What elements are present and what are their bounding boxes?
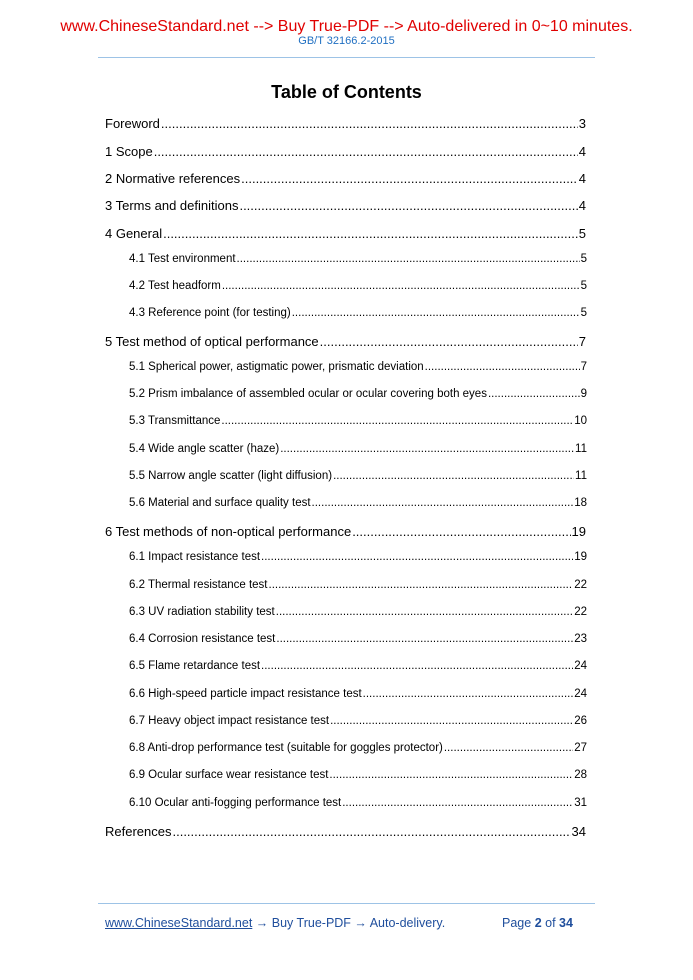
footer-site-link[interactable]: www.ChineseStandard.net [105,916,253,930]
toc-leader-dots [425,361,580,373]
toc-entry[interactable] [105,116,586,131]
toc-leader-dots [276,633,573,645]
toc-entry-label: 6.10 Ocular anti-fogging performance test [129,797,342,809]
toc-entry-page: 11 [575,443,587,455]
toc-entry-page: 31 [574,797,587,809]
toc-entry-page: 5 [580,280,587,292]
toc-entry-label: 5 Test method of optical performance [105,334,319,349]
toc-entry-page: 11 [575,470,587,482]
toc-entry-label: 6.2 Thermal resistance test [129,579,268,591]
of-word: of [545,916,556,930]
toc-entry[interactable] [129,361,587,373]
total-pages-number: 34 [559,916,573,930]
toc-entry-page: 18 [574,497,587,509]
toc-entry-label: 1 Scope [105,144,153,159]
toc-leader-dots [222,280,580,292]
promo-banner[interactable]: www.ChineseStandard.net --> Buy True-PDF --> Auto-delivered in 0~10 minutes. [60,18,633,35]
toc-entry[interactable] [105,524,586,539]
toc-entry[interactable] [129,443,587,455]
toc-entry[interactable] [129,606,587,618]
toc-leader-dots [261,551,573,563]
toc-entry[interactable] [129,579,587,591]
toc-leader-dots [237,253,580,265]
toc-leader-dots [172,824,570,839]
current-page-number: 2 [534,916,542,930]
toc-leader-dots [444,742,573,754]
footer-tail-text: → Buy True-PDF → Auto-delivery. [252,916,446,930]
toc-leader-dots [154,144,578,159]
toc-entry-page: 22 [574,606,587,618]
toc-entry-page: 24 [574,688,587,700]
toc-leader-dots [488,388,580,400]
page-indicator [502,916,573,930]
toc-leader-dots [280,443,574,455]
toc-entry-label: 6 Test methods of non-optical performance [105,524,352,539]
toc-entry-page: 22 [574,579,587,591]
toc-entry[interactable] [129,307,587,319]
toc-entry[interactable] [105,198,586,213]
toc-entry[interactable] [129,551,587,563]
toc-entry-page: 4 [578,144,586,159]
toc-entry-page: 5 [578,226,586,241]
toc-entry[interactable] [129,688,587,700]
toc-entry[interactable] [105,334,586,349]
toc-entry[interactable] [129,415,587,427]
toc-entry-page: 10 [574,415,587,427]
toc-entry[interactable] [129,742,587,754]
toc-entry[interactable] [105,824,586,839]
toc-entry-label: 2 Normative references [105,171,241,186]
toc-entry-page: 5 [580,253,587,265]
toc-entry-label: 6.1 Impact resistance test [129,551,261,563]
toc-leader-dots [312,497,574,509]
page-word: Page [502,916,532,930]
toc-entry-label: 6.3 UV radiation stability test [129,606,275,618]
toc-leader-dots [161,116,578,131]
toc-entry-page: 26 [574,715,587,727]
footer-divider [98,903,595,904]
toc-leader-dots [329,769,573,781]
toc-entry-label: 5.6 Material and surface quality test [129,497,311,509]
standard-number: GB/T 32166.2-2015 [298,35,395,47]
toc-entry-page: 34 [571,824,586,839]
toc-leader-dots [239,198,577,213]
toc-entry-page: 7 [578,334,586,349]
toc-entry-label: 4.1 Test environment [129,253,236,265]
toc-entry-label: 5.2 Prism imbalance of assembled ocular or ocular covering both eyes [129,388,487,400]
toc-entry[interactable] [105,144,586,159]
toc-entry-label: 6.6 High-speed particle impact resistance test [129,688,362,700]
toc-leader-dots [163,226,578,241]
toc-leader-dots [241,171,578,186]
toc-entry-label: 6.7 Heavy object impact resistance test [129,715,330,727]
toc-entry-page: 28 [574,769,587,781]
toc-entry-page: 19 [574,551,587,563]
toc-entry[interactable] [129,633,587,645]
toc-entry-page: 5 [580,307,587,319]
toc-title: Table of Contents [271,82,422,102]
toc-entry-label: 6.8 Anti-drop performance test (suitable for goggles protector) [129,742,443,754]
toc-entry-label: 4 General [105,226,163,241]
toc-entry-label: 3 Terms and definitions [105,198,239,213]
toc-entry[interactable] [129,497,587,509]
toc-leader-dots [292,307,580,319]
toc-leader-dots [330,715,573,727]
toc-entry-label: 6.5 Flame retardance test [129,660,261,672]
toc-leader-dots [363,688,574,700]
toc-entry-label: 6.4 Corrosion resistance test [129,633,276,645]
toc-entry-page: 7 [580,361,587,373]
toc-leader-dots [320,334,578,349]
toc-entry-label: 5.3 Transmittance [129,415,221,427]
toc-entry[interactable] [129,797,587,809]
toc-entry-label: 6.9 Ocular surface wear resistance test [129,769,329,781]
toc-entry-page: 4 [578,171,586,186]
toc-entry-label: References [105,824,172,839]
toc-entry[interactable] [105,226,586,241]
toc-entry-page: 23 [574,633,587,645]
toc-entry-page: 4 [578,198,586,213]
toc-entry[interactable] [129,715,587,727]
toc-entry[interactable] [129,253,587,265]
toc-entry-page: 3 [578,116,586,131]
toc-entry[interactable] [129,769,587,781]
toc-leader-dots [261,660,573,672]
toc-entry-page: 19 [571,524,586,539]
toc-entry[interactable] [129,660,587,672]
toc-entry[interactable] [129,470,587,482]
toc-leader-dots [269,579,574,591]
toc-entry[interactable] [129,388,587,400]
toc-entry-label: 5.4 Wide angle scatter (haze) [129,443,280,455]
toc-leader-dots [352,524,570,539]
toc-entry[interactable] [105,171,586,186]
footer-delivery-note [105,916,445,930]
toc-entry-label: 5.5 Narrow angle scatter (light diffusion) [129,470,333,482]
toc-leader-dots [276,606,573,618]
toc-leader-dots [333,470,574,482]
toc-leader-dots [342,797,573,809]
toc-leader-dots [221,415,573,427]
toc-entry-label: 4.3 Reference point (for testing) [129,307,291,319]
toc-entry-page: 9 [580,388,587,400]
toc-entry-page: 24 [574,660,587,672]
toc-entry-label: Foreword [105,116,160,131]
toc-entry-page: 27 [574,742,587,754]
toc-entry[interactable] [129,280,587,292]
toc-entry-label: 4.2 Test headform [129,280,221,292]
toc-entry-label: 5.1 Spherical power, astigmatic power, prismatic deviation [129,361,424,373]
